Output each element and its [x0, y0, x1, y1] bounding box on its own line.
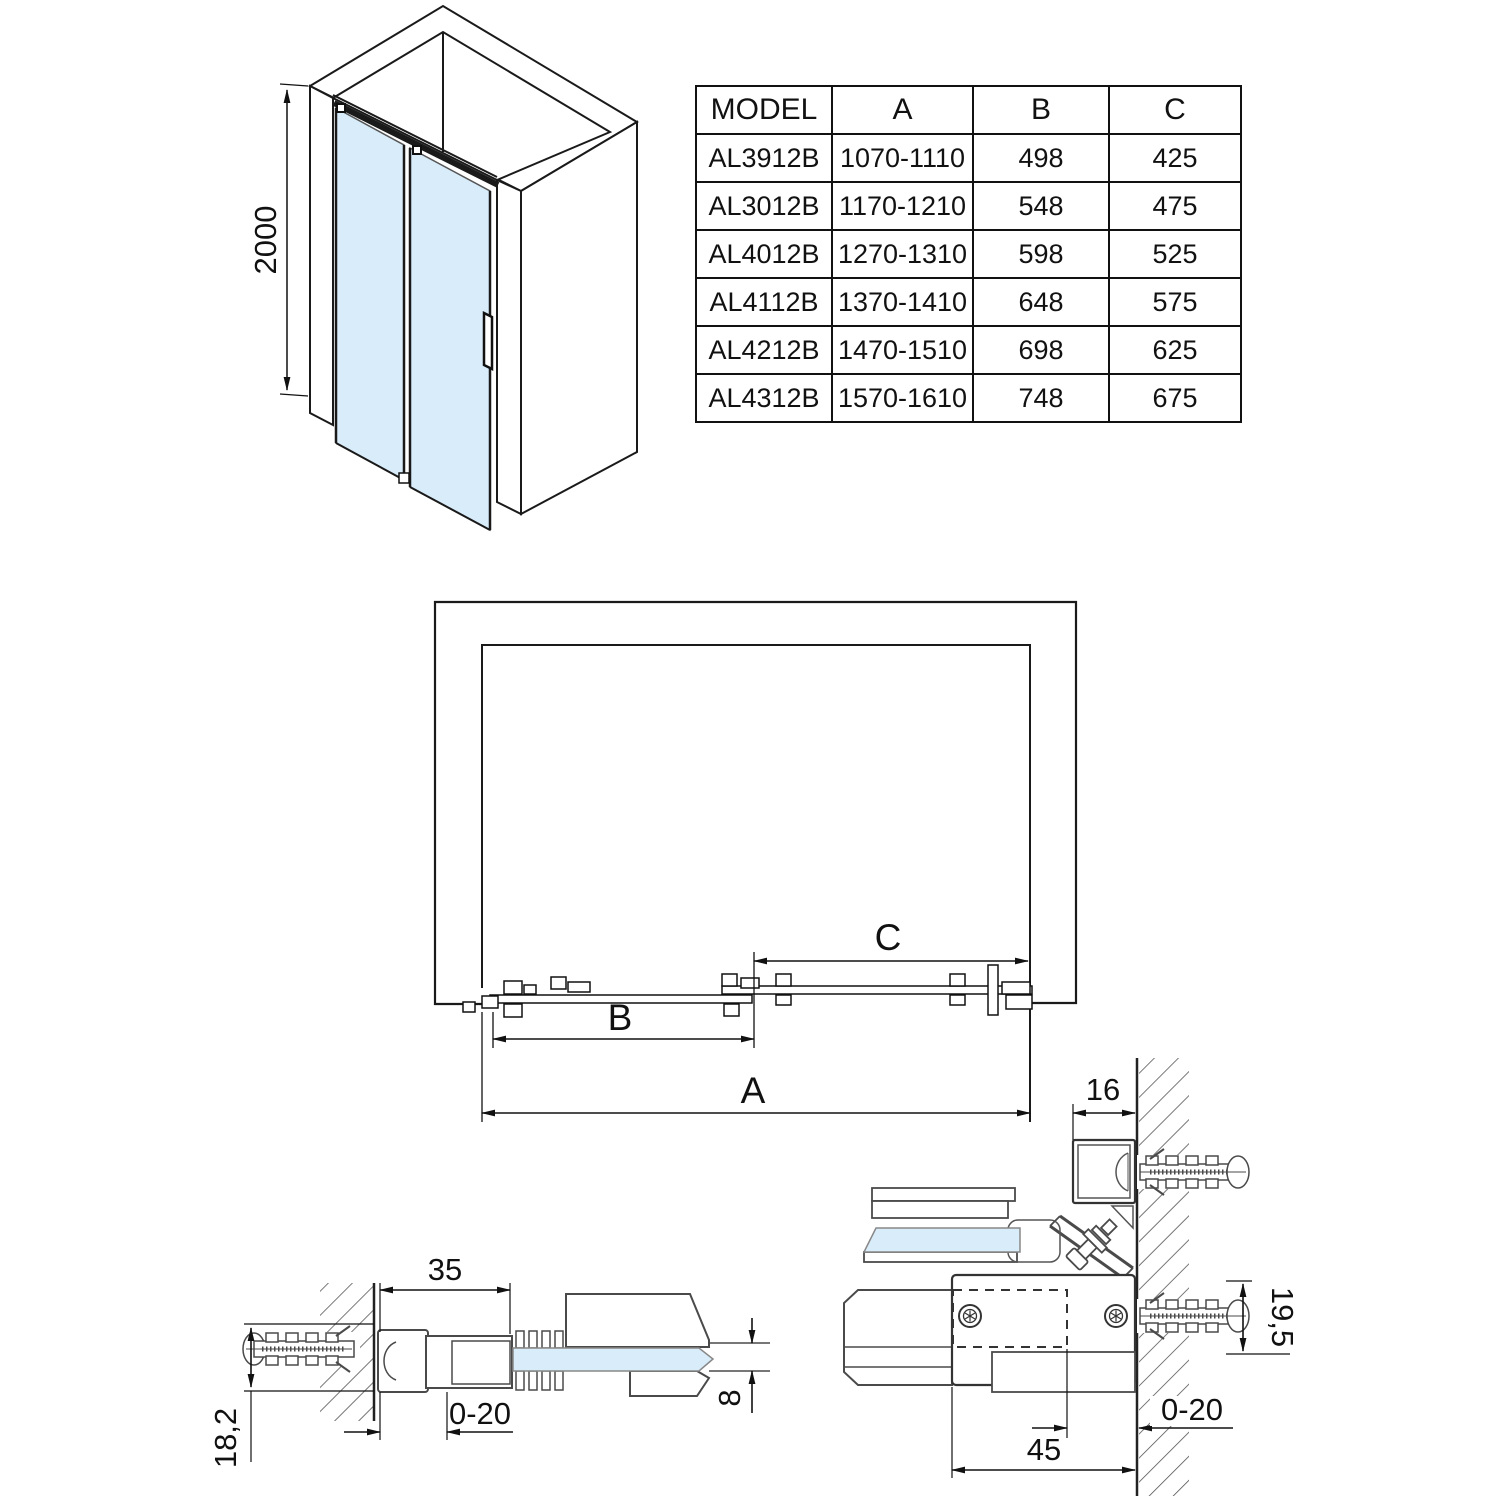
glass-clamp — [504, 981, 522, 994]
dim-a-cell: 1570-1610 — [832, 374, 973, 422]
roller-clip — [337, 104, 345, 112]
roller — [551, 977, 566, 989]
model-cell: AL3912B — [696, 134, 832, 182]
dim-35-label: 35 — [427, 1252, 463, 1287]
roller — [568, 982, 590, 992]
roller — [950, 995, 965, 1005]
sliding-glass-panel — [410, 148, 490, 530]
wall-hatching — [1139, 1058, 1189, 1496]
roller-clip — [413, 146, 421, 154]
dim-18-2-label: 18,2 — [208, 1407, 243, 1469]
roller — [776, 974, 791, 986]
upper-clamp-block — [566, 1294, 709, 1347]
table-row — [696, 230, 1241, 278]
dim-0-20-label: 0-20 — [448, 1396, 512, 1431]
fixed-glass-panel — [336, 108, 404, 480]
table-row — [696, 134, 1241, 182]
table-row — [696, 326, 1241, 374]
roller — [724, 1004, 739, 1016]
wall-anchor-dowel — [243, 1326, 360, 1372]
wall-bracket-assembly — [844, 1275, 1135, 1392]
wall-anchor-dowel — [1137, 1149, 1249, 1195]
dim-19-5-label: 19,5 — [1265, 1286, 1300, 1348]
detail-corner-profile — [828, 1050, 1300, 1500]
dim-c-cell: 525 — [1109, 230, 1241, 278]
wall-anchor-dowel-lower — [1137, 1293, 1249, 1339]
dim-a-cell: 1270-1310 — [832, 230, 973, 278]
dim-8-label: 8 — [712, 1389, 747, 1407]
glass-panel-section — [864, 1228, 1020, 1252]
dim-b-cell: 498 — [973, 134, 1109, 182]
wall-bracket — [463, 1002, 475, 1012]
model-cell: AL4112B — [696, 278, 832, 326]
roller — [776, 995, 791, 1005]
dim-b-cell: 598 — [973, 230, 1109, 278]
col-header-c: C — [1109, 86, 1241, 134]
isometric-view — [240, 0, 670, 540]
dim-16-label: 16 — [1085, 1072, 1121, 1107]
glass-panel-section — [513, 1348, 713, 1371]
end-bracket — [1002, 982, 1030, 994]
dim-b-cell: 748 — [973, 374, 1109, 422]
dim-b-cell: 698 — [973, 326, 1109, 374]
sliding-panel-plan — [722, 986, 1032, 994]
dim-c-cell: 675 — [1109, 374, 1241, 422]
dim-b-cell: 648 — [973, 278, 1109, 326]
detail-wall-profile — [185, 1250, 805, 1500]
walls-outline — [435, 602, 1076, 1122]
dim-c-cell: 425 — [1109, 134, 1241, 182]
dim-b-cell: 548 — [973, 182, 1109, 230]
dim-a-cell: 1070-1110 — [832, 134, 973, 182]
dim-c-cell: 475 — [1109, 182, 1241, 230]
dim-b-label: B — [607, 997, 633, 1038]
door-handle — [484, 313, 492, 369]
dim-c-label: C — [874, 917, 902, 958]
table-header-row — [696, 86, 1241, 134]
roller — [950, 974, 965, 986]
roller — [722, 974, 737, 986]
dim-45-label: 45 — [1026, 1432, 1062, 1467]
roller — [741, 978, 759, 988]
dim-c-cell: 625 — [1109, 326, 1241, 374]
glass-clamp — [524, 985, 536, 994]
wall-profile-assembly — [378, 1294, 770, 1396]
dim-0-20-label: 0-20 — [1160, 1392, 1224, 1427]
dim-a-cell: 1170-1210 — [832, 182, 973, 230]
dim-a-cell: 1470-1510 — [832, 326, 973, 374]
glass-clamp — [504, 1004, 522, 1017]
wall-bracket — [482, 996, 498, 1008]
model-cell: AL3012B — [696, 182, 832, 230]
dim-c-cell: 575 — [1109, 278, 1241, 326]
height-dimension-label: 2000 — [248, 205, 283, 275]
dim-a-cell: 1370-1410 — [832, 278, 973, 326]
col-header-b: B — [973, 86, 1109, 134]
track-assembly — [463, 965, 1032, 1017]
model-dimensions-table — [695, 85, 1242, 423]
handle-plan — [988, 965, 998, 1015]
col-header-model: MODEL — [696, 86, 832, 134]
end-bracket — [1006, 995, 1032, 1009]
bottom-guide — [399, 473, 409, 483]
table-row — [696, 374, 1241, 422]
lower-clamp-block — [630, 1371, 709, 1396]
model-cell: AL4312B — [696, 374, 832, 422]
table-row — [696, 182, 1241, 230]
col-header-a: A — [832, 86, 973, 134]
table-row — [696, 278, 1241, 326]
height-dimension — [248, 84, 308, 396]
dim-a-label: A — [740, 1070, 766, 1111]
model-cell: AL4012B — [696, 230, 832, 278]
model-cell: AL4212B — [696, 326, 832, 374]
corner-wall-profile — [1073, 1140, 1135, 1203]
